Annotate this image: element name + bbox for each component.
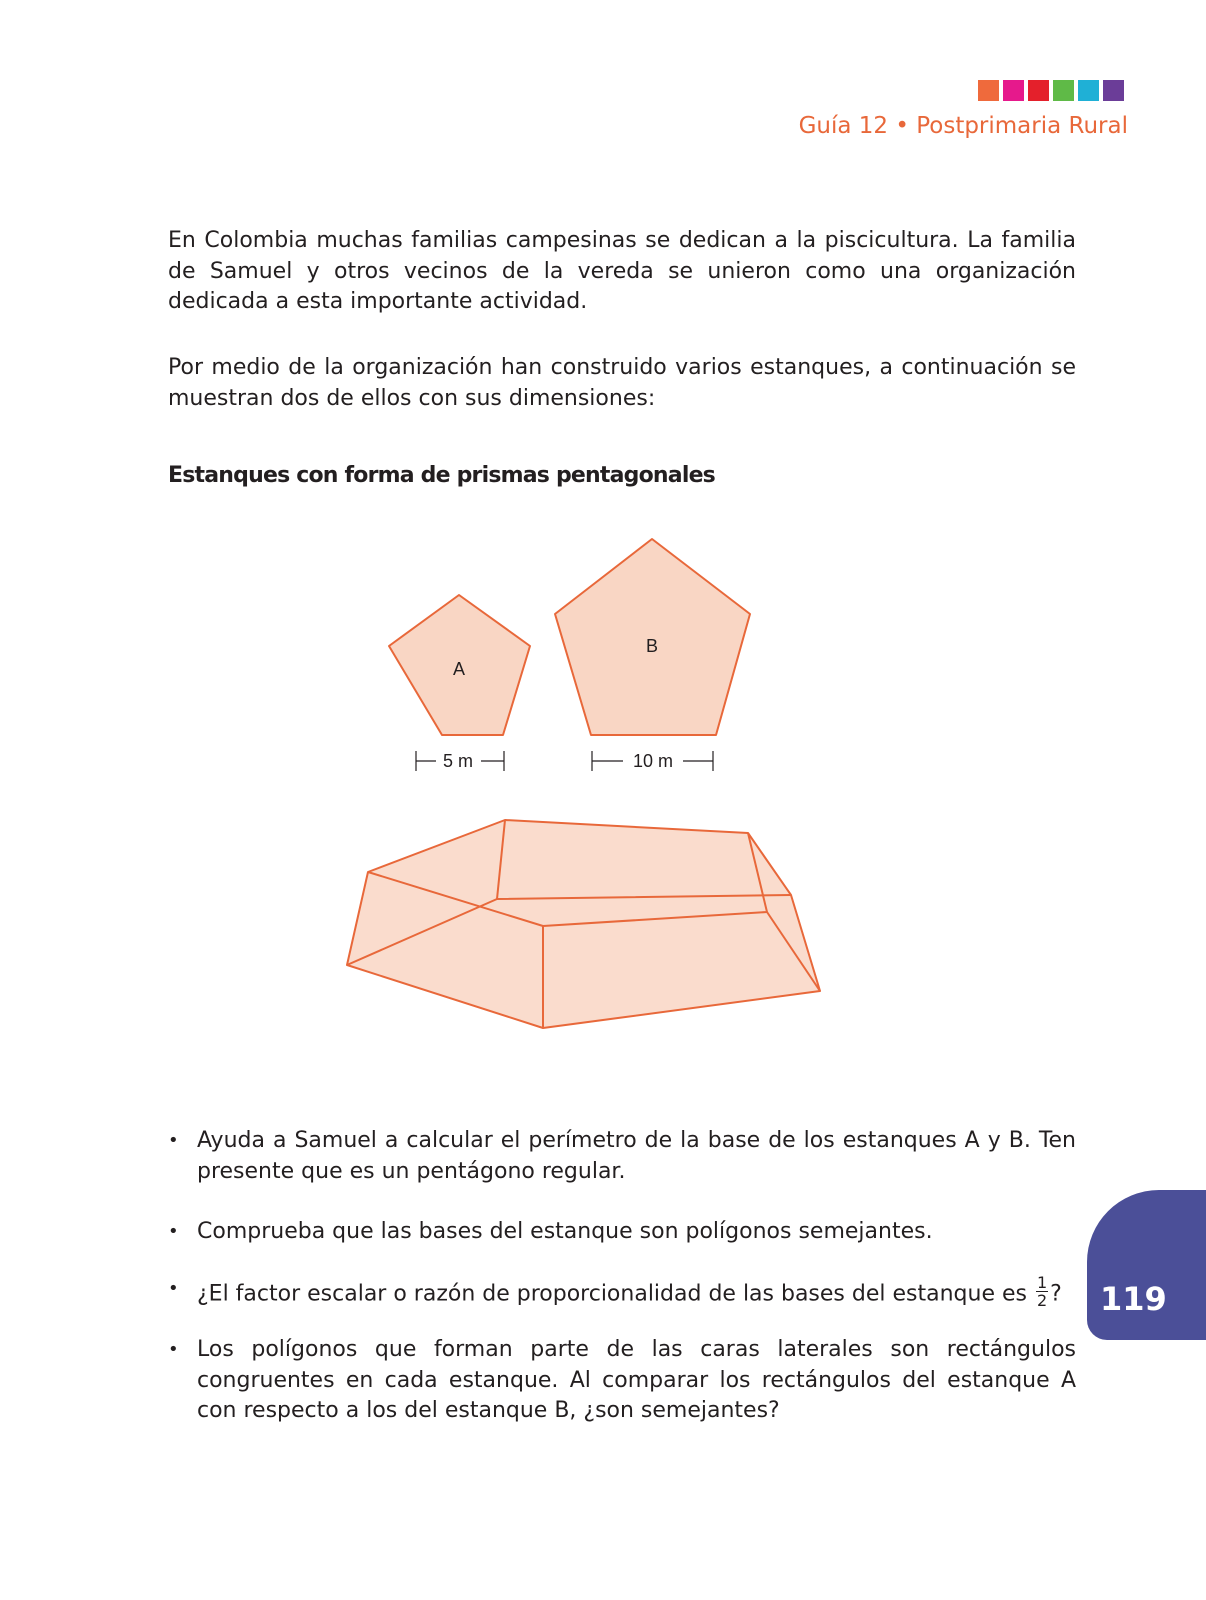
color-swatch xyxy=(1003,80,1024,101)
color-swatch xyxy=(1028,80,1049,101)
color-swatch xyxy=(1053,80,1074,101)
page-number: 119 xyxy=(1100,1280,1167,1318)
intro-paragraph-2: Por medio de la organización han construido varios estanques, a continuación se muestran dos de ellos con sus dimensiones: xyxy=(168,355,1076,411)
dimension-b-label: 10 m xyxy=(632,751,674,771)
fraction-one-half xyxy=(1036,1274,1048,1309)
pentagon-b-label: B xyxy=(645,636,659,656)
intro-paragraph-1: En Colombia muchas familias campesinas se dedican a la piscicultura. La familia de Samuel y otros vecinos de la vereda se unieron como una organización dedicada a esta importante actividad. xyxy=(168,228,1076,314)
pentagonal-prism xyxy=(347,820,820,1028)
guide-title: Guía 12 • Postprimaria Rural xyxy=(798,113,1128,139)
color-swatch xyxy=(1078,80,1099,101)
question-list xyxy=(168,1126,1076,1427)
pentagonal-prisms-figure xyxy=(0,520,1206,1040)
question-3 xyxy=(168,1274,1076,1310)
question-1: • Ayuda a Samuel a calcular el perímetro de la base de los estanques A y B. Ten presente que es un pentágono regular. xyxy=(168,1126,1076,1187)
color-swatch xyxy=(978,80,999,101)
color-swatch xyxy=(1103,80,1124,101)
question-4: • Los polígonos que forman parte de las caras laterales son rectángulos congruentes en cada estanque. Al comparar los rectángulos del estanque A con respecto a los del estanque B, ¿son semejantes? xyxy=(168,1335,1076,1427)
question-3-end: ? xyxy=(1050,1280,1062,1306)
question-3-text: ¿El factor escalar o razón de proporcionalidad de las bases del estanque es xyxy=(197,1280,1027,1306)
color-strip xyxy=(978,80,1124,101)
dimension-a-label: 5 m xyxy=(442,751,474,771)
pentagon-a-label: A xyxy=(452,659,466,679)
question-2: • Comprueba que las bases del estanque son polígonos semejantes. xyxy=(168,1217,1076,1248)
fraction-denominator: 2 xyxy=(1036,1290,1048,1310)
section-title: Estanques con forma de prismas pentagonales xyxy=(168,463,715,488)
fraction-numerator: 1 xyxy=(1036,1272,1048,1292)
